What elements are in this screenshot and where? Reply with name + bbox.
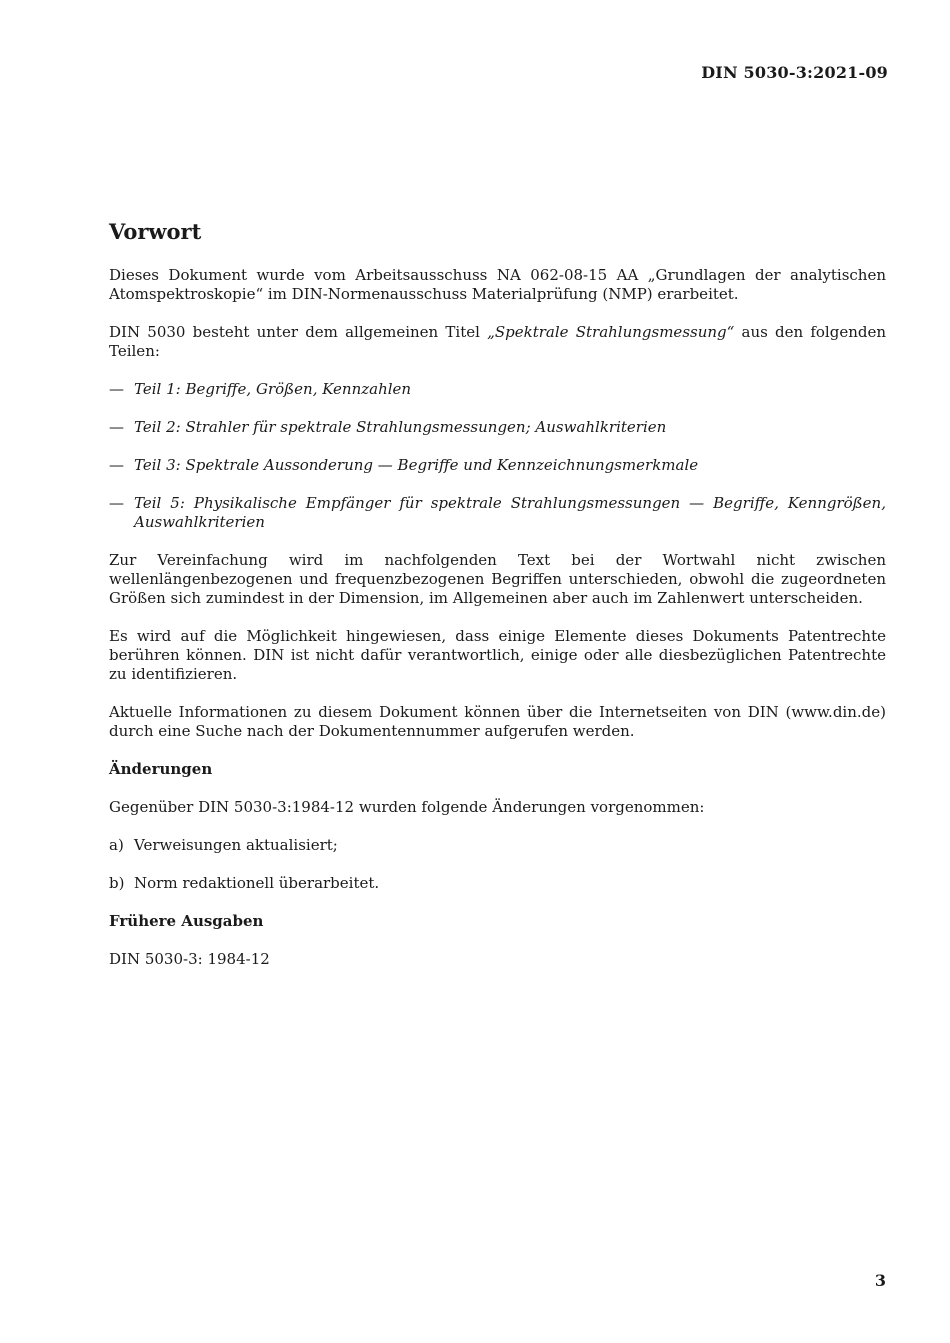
part-5-title: Teil 5: Physikalische Empfänger für spektrale Strahlungsmessungen — Begriffe, Kenngrößen, Auswahlkriterien	[134, 494, 886, 531]
changes-heading: Änderungen	[109, 760, 213, 778]
list-item	[109, 836, 886, 855]
list-item	[109, 494, 886, 532]
list-marker: b)	[109, 874, 125, 892]
change-text: Norm redaktionell überarbeitet.	[134, 874, 380, 892]
dash-marker: —	[109, 494, 124, 512]
dash-marker: —	[109, 380, 124, 398]
page-number: 3	[874, 1271, 886, 1290]
page-title: Vorwort	[109, 219, 202, 244]
intro-paragraph: Dieses Dokument wurde vom Arbeitsausschuss NA 062-08-15 AA „Grundlagen der analytischen Atomspektroskopie“ im DIN-Normenausschuss Materialprüfung (NMP) erarbeitet.	[109, 266, 886, 303]
part-2-title: Teil 2: Strahler für spektrale Strahlungsmessungen; Auswahlkriterien	[134, 418, 667, 436]
list-item	[109, 456, 886, 475]
parts-intro-text-after: aus den folgenden Teilen:	[109, 323, 886, 360]
earlier-editions-text: DIN 5030-3: 1984-12	[109, 950, 270, 968]
parts-list	[109, 380, 886, 532]
list-item	[109, 418, 886, 437]
earlier-editions-heading: Frühere Ausgaben	[109, 912, 264, 930]
changes-list	[109, 836, 886, 893]
parts-intro-paragraph	[109, 323, 886, 361]
dash-marker: —	[109, 418, 124, 436]
list-item	[109, 874, 886, 893]
list-marker: a)	[109, 836, 124, 854]
part-1-title: Teil 1: Begriffe, Größen, Kennzahlen	[134, 380, 412, 398]
page-content	[109, 218, 886, 988]
changes-intro: Gegenüber DIN 5030-3:1984-12 wurden folgende Änderungen vorgenommen:	[109, 798, 705, 816]
change-text: Verweisungen aktualisiert;	[134, 836, 338, 854]
simplification-paragraph: Zur Vereinfachung wird im nachfolgenden Text bei der Wortwahl nicht zwischen wellenlängenbezogenen und frequenzbezogenen Begriffen unterschieden, obwohl die zugeordneten Größen sich zumindest in der Dimension, im Allgemeinen aber auch im Zahlenwert unterscheiden.	[109, 551, 886, 607]
parts-intro-text-before: DIN 5030 besteht unter dem allgemeinen Titel	[109, 323, 488, 341]
document-id: DIN 5030-3:2021-09	[701, 63, 888, 82]
series-title: „Spektrale Strahlungsmessung“	[487, 323, 735, 341]
list-item	[109, 380, 886, 399]
info-paragraph: Aktuelle Informationen zu diesem Dokument können über die Internetseiten von DIN (www.din.de) durch eine Suche nach der Dokumentennummer aufgerufen werden.	[109, 703, 886, 740]
patent-paragraph: Es wird auf die Möglichkeit hingewiesen, dass einige Elemente dieses Dokuments Patentrechte berühren können. DIN ist nicht dafür verantwortlich, einige oder alle diesbezüglichen Patentrechte zu identifizieren.	[109, 627, 886, 683]
dash-marker: —	[109, 456, 124, 474]
part-3-title: Teil 3: Spektrale Aussonderung — Begriffe und Kennzeichnungsmerkmale	[134, 456, 699, 474]
